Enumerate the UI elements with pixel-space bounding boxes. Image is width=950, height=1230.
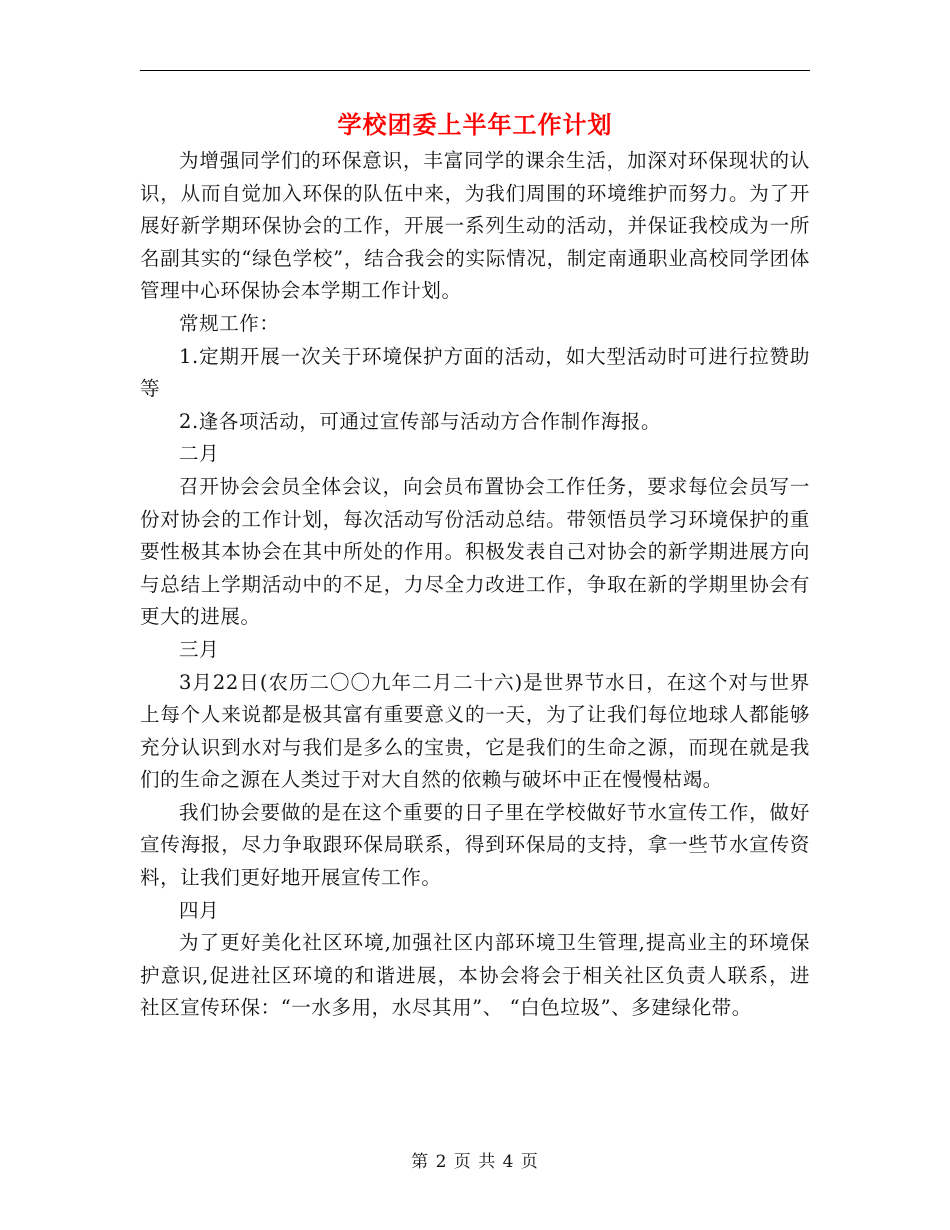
paragraph-routine-item-1: 1.定期开展一次关于环境保护方面的活动，如大型活动时可进行拉赞助等: [140, 344, 810, 401]
paragraph-march-heading: 三月: [179, 637, 220, 661]
paragraph-routine-heading: 常规工作：: [179, 311, 280, 335]
paragraph-april-heading: 四月: [179, 898, 220, 922]
paragraph-april-body: 为了更好美化社区环境,加强社区内部环境卫生管理,提高业主的环境保护意识,促进社区环境的和谐进展，本协会将会于相关社区负责人联系，进社区宣传环保：“一水多用，水尽其用”、 “白色垃圾”、多建绿化带。: [140, 931, 810, 1020]
paragraph-intro: 为增强同学们的环保意识，丰富同学的课余生活，加深对环保现状的认识，从而自觉加入环保的队伍中来，为我们周围的环境维护而努力。为了开展好新学期环保协会的工作，开展一系列生动的活动，并保证我校成为一所名副其实的“绿色学校”，结合我会的实际情况，制定南通职业高校同学团体管理中心环保协会本学期工作计划。: [140, 149, 810, 303]
document-body: [140, 145, 810, 1025]
paragraph-routine-item-2: 2.逢各项活动，可通过宣传部与活动方合作制作海报。: [179, 409, 662, 433]
document-title: 学校团委上半年工作计划: [337, 110, 613, 139]
paragraph-february-heading: 二月: [179, 442, 220, 466]
paragraph-march-body-2: 我们协会要做的是在这个重要的日子里在学校做好节水宣传工作，做好宣传海报，尽力争取跟环保局联系，得到环保局的支持，拿一些节水宣传资料，让我们更好地开展宣传工作。: [140, 800, 810, 890]
header-rule: [140, 70, 810, 71]
page-footer: 第 2 页 共 4 页: [411, 1152, 539, 1172]
paragraph-february-body: 召开协会会员全体会议，向会员布置协会工作任务，要求每位会员写一份对协会的工作计划，每次活动写份活动总结。带领悟员学习环境保护的重要性极其本协会在其中所处的作用。积极发表自己对协会的新学期进展方向与总结上学期活动中的不足，力尽全力改进工作，争取在新的学期里协会有更大的进展。: [140, 474, 810, 629]
paragraph-march-body-1: 3月22日(农历二〇〇九年二月二十六)是世界节水日，在这个对与世界上每个人来说都是极其富有重要意义的一天，为了让我们每位地球人都能够充分认识到水对与我们是多么的宝贵，它是我们的生命之源，而现在就是我们的生命之源在人类过于对大自然的依赖与破坏中正在慢慢枯竭。: [140, 670, 810, 792]
